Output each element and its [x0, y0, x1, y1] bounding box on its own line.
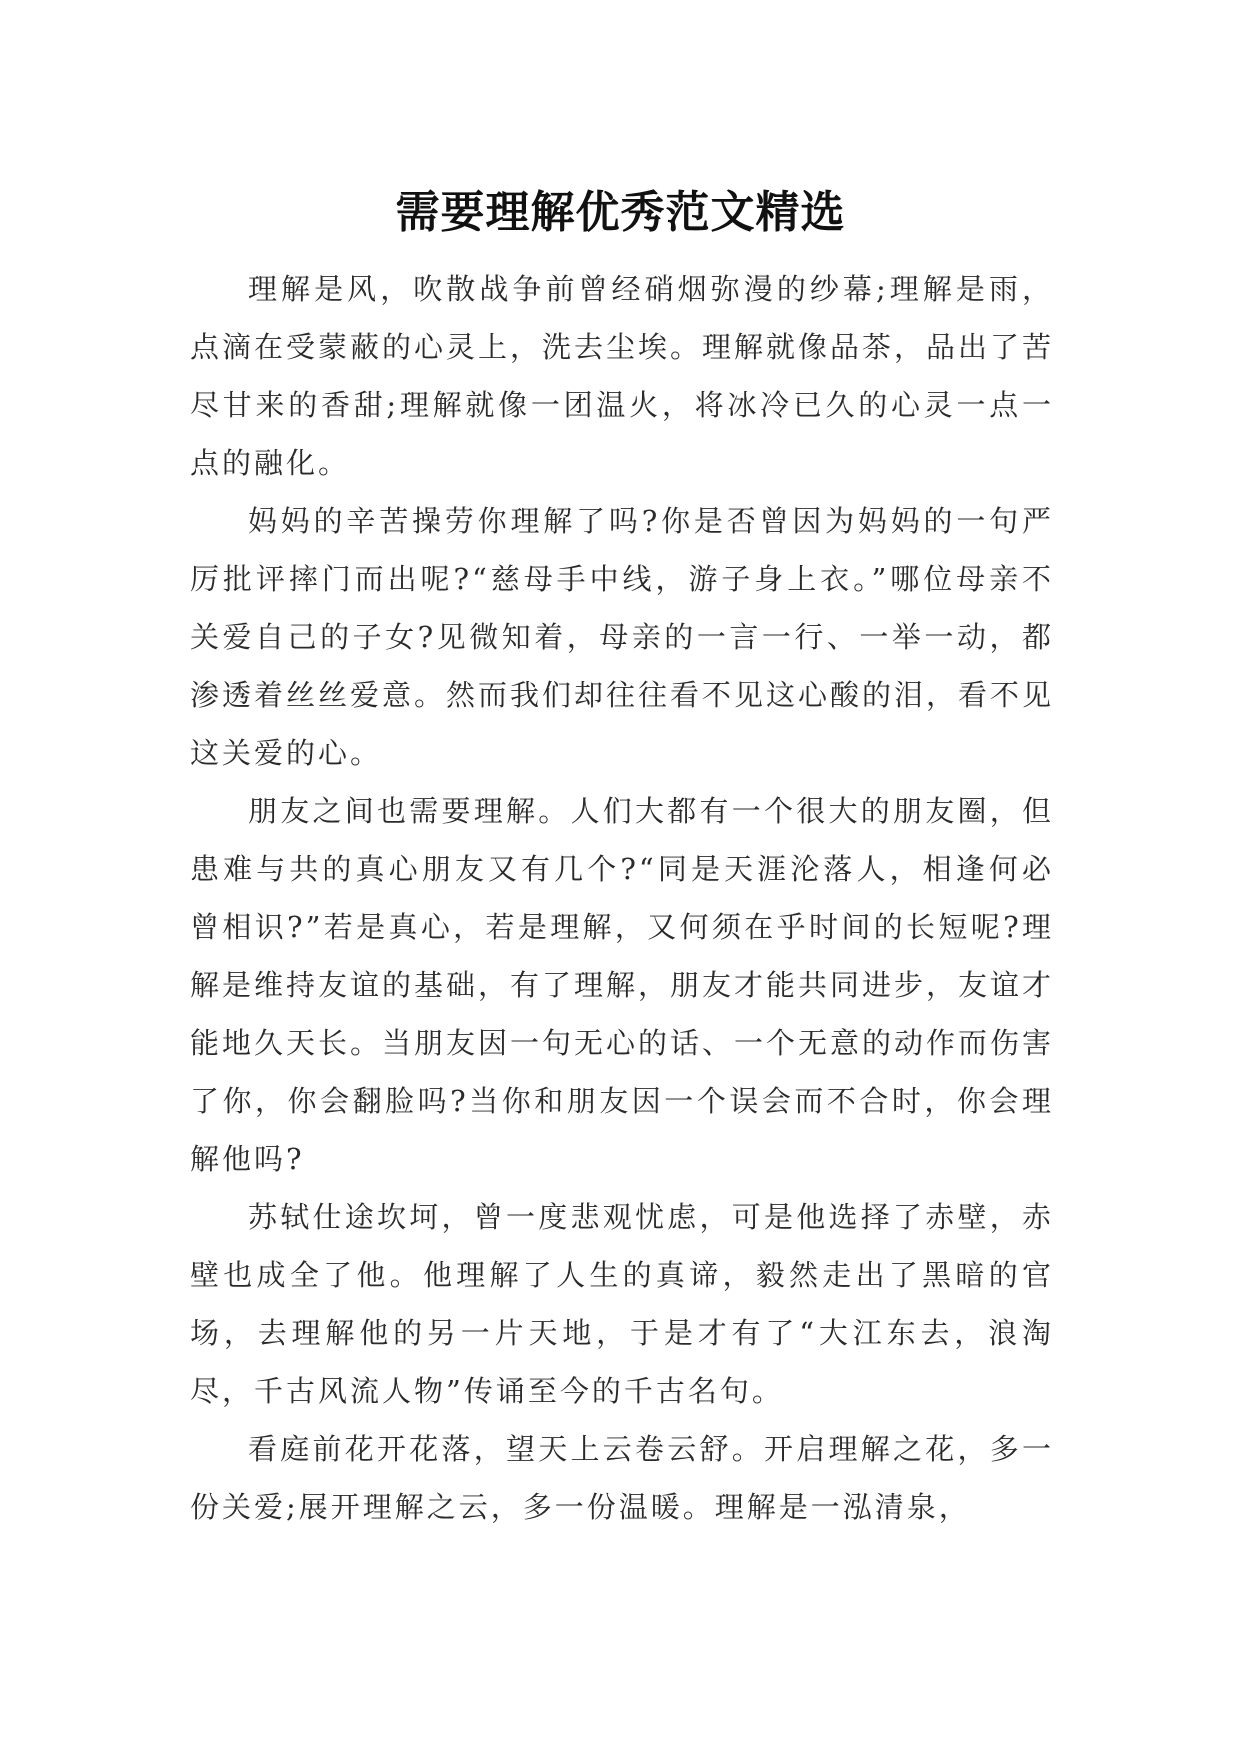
- paragraph: 朋友之间也需要理解。人们大都有一个很大的朋友圈，但患难与共的真心朋友又有几个?“同是天涯沦落人，相逢何必曾相识?”若是真心，若是理解，又何须在乎时间的长短呢?理解是维持友谊的基础，有了理解，朋友才能共同进步，友谊才能地久天长。当朋友因一句无心的话、一个无意的动作而伤害了你，你会翻脸吗?当你和朋友因一个误会而不合时，你会理解他吗?: [190, 794, 1055, 1176]
- paragraph: 看庭前花开花落，望天上云卷云舒。开启理解之花，多一份关爱;展开理解之云，多一份温暖。理解是一泓清泉，: [190, 1432, 1054, 1524]
- paragraph: 妈妈的辛苦操劳你理解了吗?你是否曾因为妈妈的一句严厉批评摔门而出呢?“慈母手中线，游子身上衣。”哪位母亲不关爱自己的子女?见微知着，母亲的一言一行、一举一动，都渗透着丝丝爱意。然而我们却往往看不见这心酸的泪，看不见这关爱的心。: [190, 504, 1055, 770]
- paragraph: 苏轼仕途坎坷，曾一度悲观忧虑，可是他选择了赤壁，赤壁也成全了他。他理解了人生的真谛，毅然走出了黑暗的官场，去理解他的另一片天地，于是才有了“大江东去，浪淘尽，千古风流人物”传诵至今的千古名句。: [190, 1200, 1054, 1408]
- document-title: 需要理解优秀范文精选: [395, 187, 846, 239]
- document-body: [190, 260, 1054, 1536]
- paragraph: 理解是风，吹散战争前曾经硝烟弥漫的纱幕;理解是雨，点滴在受蒙蔽的心灵上，洗去尘埃。理解就像品茶，品出了苦尽甘来的香甜;理解就像一团温火，将冰冷已久的心灵一点一点的融化。: [190, 272, 1055, 480]
